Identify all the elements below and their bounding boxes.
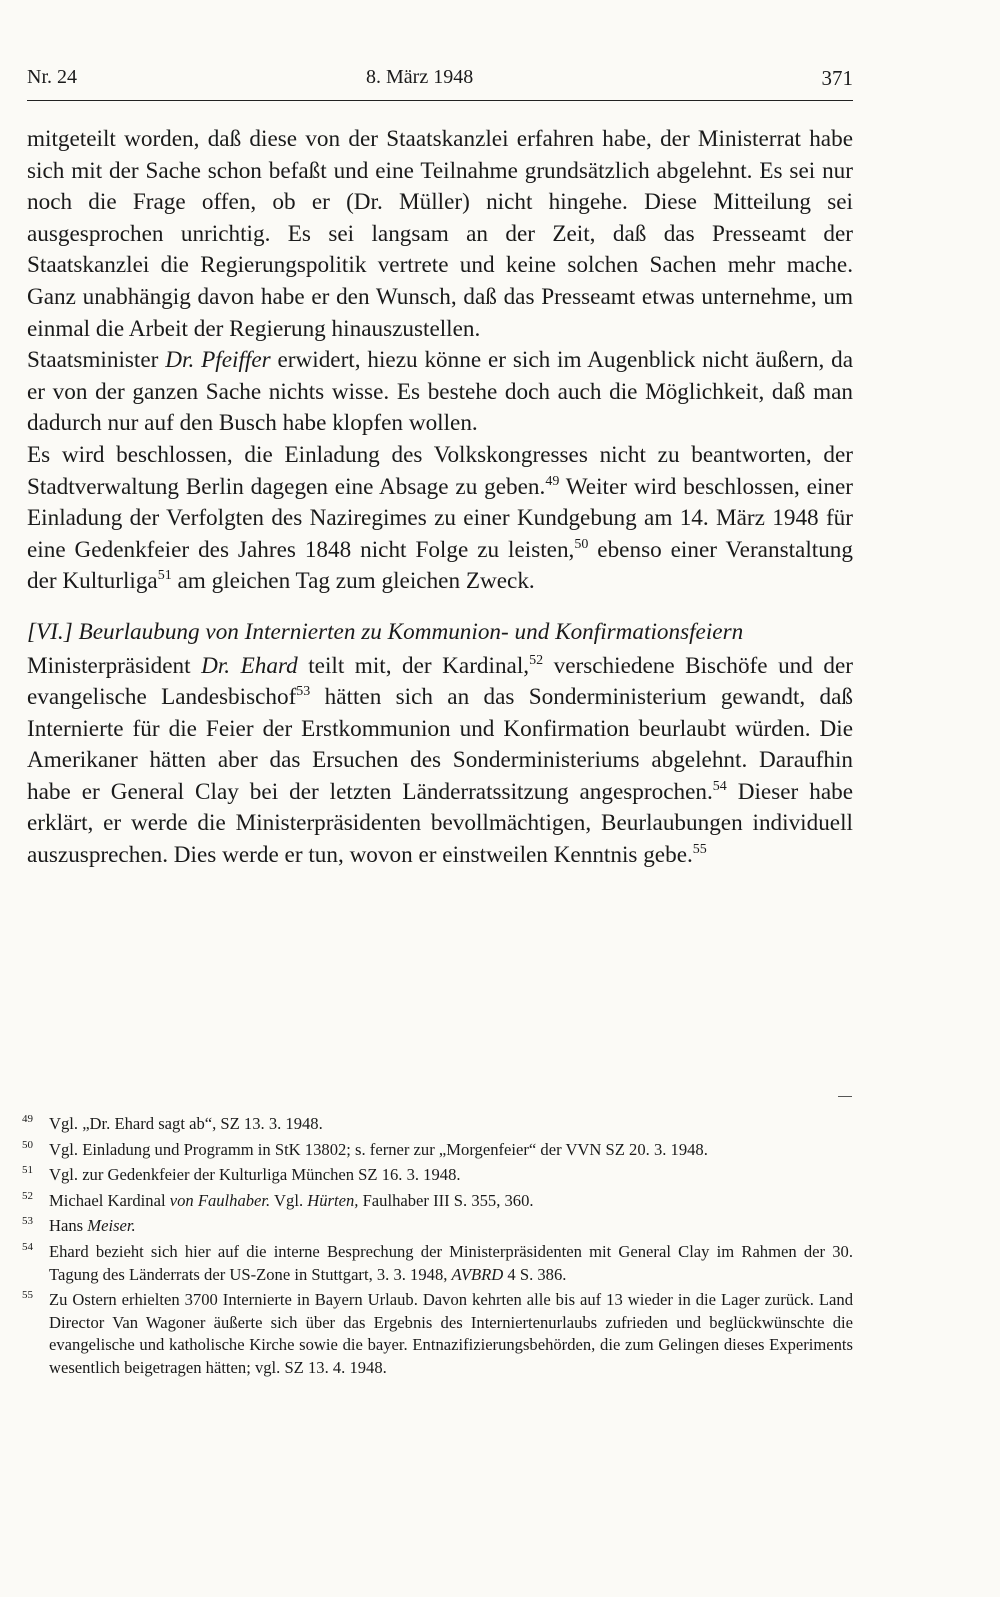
footnote-text: Hans	[49, 1216, 88, 1236]
section-heading	[27, 617, 853, 649]
paragraph-text: Weiter wird beschlossen, einer Einladung der Verfolgten des Naziregimes zu einer Kundgebung am 14. März 1948 für eine Gedenkfeier des Jahres 1848 nicht Folge zu leisten,	[27, 473, 854, 563]
footnote	[22, 1190, 853, 1213]
footnote-number: 50	[22, 1138, 33, 1151]
paragraph-text: teilt mit, der Kardinal,	[297, 652, 530, 679]
person-name: Dr. Pfeiffer	[165, 347, 271, 374]
footnote-text: Ehard bezieht sich hier auf die interne Besprechung der Ministerpräsidenten mit General Clay im Rahmen der 30. Tagung des Länderrats der US-Zone in Stuttgart, 3. 3. 1948,	[49, 1241, 853, 1284]
paragraph	[27, 651, 853, 872]
person-name: Dr. Ehard	[201, 652, 298, 679]
footnote-separator	[838, 1096, 852, 1097]
paragraph-text: Es wird beschlossen, die Einladung des Volkskongresses nicht zu beantworten, der Stadtverwaltung Berlin dagegen eine Absage zu geben.	[27, 441, 853, 500]
document-number: Nr. 24	[27, 66, 77, 88]
paragraph-text: hätten sich an das Sonderministerium gewandt, daß Internierte für die Feier der Erstkommunion und Konfirmation beurlaubt würden. Die Amerikaner hätten aber das Ersuchen des Sonderministeriums abgelehnt. Daraufhin habe er General Clay bei der letzten Länderratssitzung angesprochen.	[27, 684, 853, 805]
paragraph	[27, 440, 853, 598]
paragraph-text: Dieser habe erklärt, er werde die Ministerpräsidenten bevollmächtigen, Beurlaubungen individuell auszusprechen. Dies werde er tun, wovon er einstweilen Kenntnis gebe.	[27, 778, 853, 869]
footnote-ref: 52	[529, 652, 544, 668]
footnote-italic: Hürten,	[307, 1190, 359, 1210]
section-number: [VI.]	[27, 618, 73, 645]
paragraph	[27, 124, 853, 345]
footnote-text: Faulhaber III S. 355, 360.	[358, 1190, 534, 1210]
footnote-ref: 55	[692, 842, 707, 858]
paragraph-text: erwidert, hiezu könne er sich im Augenblick nicht äußern, da er von der ganzen Sache nichts wisse. Es bestehe doch auch die Möglichkeit, daß man dadurch nur auf den Busch habe klopfen wollen.	[27, 347, 853, 437]
running-header	[27, 66, 853, 100]
paragraph-text: Ministerpräsident	[27, 652, 202, 679]
footnote-number: 49	[22, 1113, 33, 1125]
footnote-italic: Meiser.	[87, 1216, 136, 1236]
footnote-text: Zu Ostern erhielten 3700 Internierte in Bayern Urlaub. Davon kehrten alle bis auf 13 wieder in die Lager zurück. Land Director Van Wagoner äußerte sich über das Ergebnis des Interniertenurlaubs zufrieden und beglückwünschte die evangelische und katholische Kirche sowie die bayer. Entnazifizierungsbehörden, die zum Gelingen dieses Experiments wesentlich beigetragen hätten; vgl. SZ 13. 4. 1948.	[49, 1290, 853, 1377]
footnote-number: 52	[22, 1189, 33, 1202]
paragraph-text: mitgeteilt worden, daß diese von der Staatskanzlei erfahren habe, der Ministerrat habe sich mit der Sache schon befaßt und eine Teilnahme grundsätzlich abgelehnt. Es sei nur noch die Frage offen, ob er (Dr. Müller) nicht hingehe. Diese Mitteilung sei ausgesprochen unrichtig. Es sei langsam an der Zeit, daß das Presseamt der Staatskanzlei die Regierungspolitik vertrete und keine solchen Sachen mehr mache. Ganz unabhängig davon habe er den Wunsch, daß das Presseamt etwas unternehme, um einmal die Arbeit der Regierung hinauszustellen.	[27, 126, 853, 342]
footnote-text: Michael Kardinal	[49, 1190, 170, 1210]
footnote	[22, 1139, 853, 1162]
footnote-text: Vgl. Einladung und Programm in StK 13802; s. ferner zur „Morgenfeier“ der VVN SZ 20. 3. 1948.	[49, 1139, 708, 1159]
footnote-text: Vgl.	[270, 1190, 308, 1210]
footnote-number: 51	[22, 1164, 33, 1177]
footnote-ref: 49	[545, 473, 560, 489]
page-number: 371	[821, 66, 853, 90]
footnote-ref: 51	[157, 568, 172, 584]
session-date: 8. März 1948	[366, 66, 474, 88]
paragraph-text: verschiedene Bischöfe und der evangelische Landesbischof	[27, 652, 853, 711]
footnote	[22, 1113, 853, 1136]
footnote-text: Vgl. „Dr. Ehard sagt ab“, SZ 13. 3. 1948.	[49, 1114, 323, 1133]
footnote-number: 55	[22, 1289, 33, 1302]
footnote-number: 53	[22, 1215, 33, 1228]
footnote-ref: 53	[296, 684, 311, 700]
footnote-ref: 54	[712, 778, 727, 794]
footnote	[22, 1289, 853, 1379]
footnote	[22, 1215, 853, 1238]
header-rule	[27, 100, 853, 101]
footnote-italic: von Faulhaber.	[169, 1190, 271, 1210]
footnote-number: 54	[22, 1240, 33, 1253]
footnote-ref: 50	[574, 536, 589, 552]
paragraph-text: am gleichen Tag zum gleichen Zweck.	[171, 568, 535, 595]
main-text	[27, 124, 853, 872]
footnote-text: Vgl. zur Gedenkfeier der Kulturliga München SZ 16. 3. 1948.	[49, 1165, 461, 1185]
paragraph-text: Staatsminister	[27, 347, 166, 374]
footnotes	[22, 1113, 853, 1380]
paragraph-text: ebenso einer Veranstaltung der Kulturliga	[27, 536, 853, 595]
footnote-text: 4 S. 386.	[503, 1264, 567, 1284]
section-title: Beurlaubung von Internierten zu Kommunion- und Konfirmationsfeiern	[72, 618, 744, 645]
footnote-italic: AVBRD	[451, 1264, 504, 1284]
footnote	[22, 1164, 853, 1187]
footnote	[22, 1241, 853, 1286]
paragraph	[27, 345, 853, 440]
